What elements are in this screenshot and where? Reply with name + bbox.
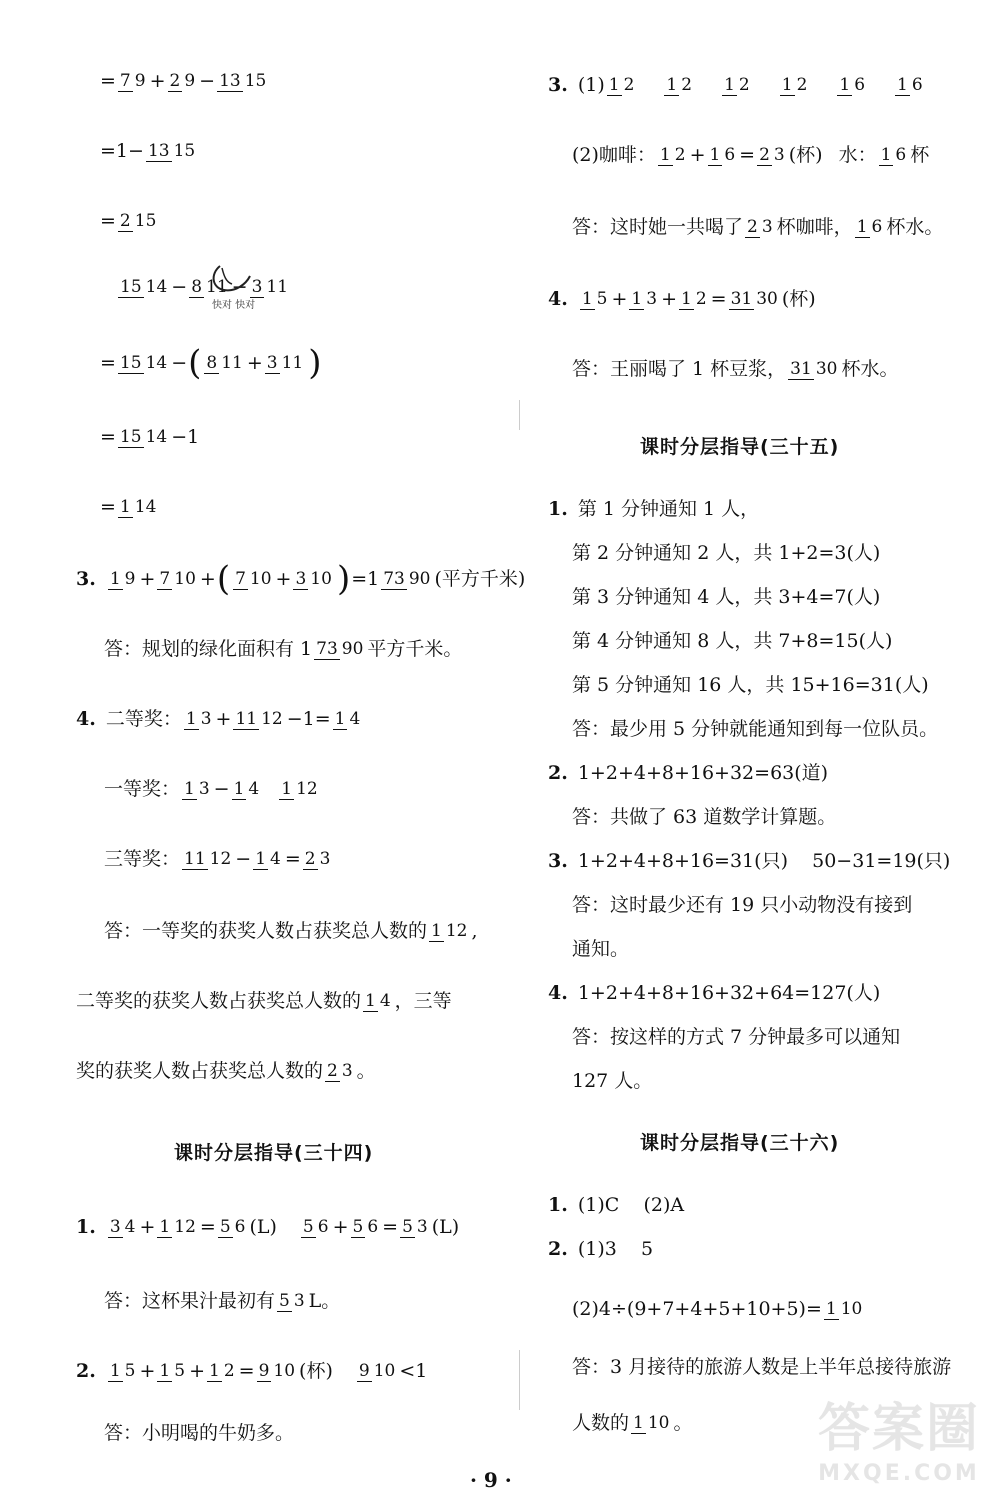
s35-q1-line-2: 第 2 分钟通知 2 人，共 1+2=3(人)	[572, 542, 881, 564]
s35-q2-answer: 答：共做了 63 道数学计算题。	[572, 806, 837, 828]
s34-q2-answer: 答：小明喝的牛奶多。	[104, 1422, 295, 1444]
watermark-sub: MXQE.COM	[818, 1461, 980, 1486]
s35-q4-answer-1: 答：按这样的方式 7 分钟最多可以通知	[572, 1026, 901, 1048]
s35-q2: 2. 1+2+4+8+16+32=63(道)	[548, 762, 829, 784]
s35-q3-answer-2: 通知。	[572, 938, 630, 960]
s35-q3-answer-1: 答：这时最少还有 19 只小动物没有接到	[572, 894, 913, 916]
s35-q3: 3. 1+2+4+8+16=31(只) 50−31=19(只)	[548, 850, 951, 872]
column-divider-top	[519, 400, 520, 430]
left-q3-answer: 答：规划的绿化面积有 1 73 90 平方千米。	[104, 638, 463, 660]
s34-q1: 1. 3 4 + 1 12 = 5 6 (L) 5 6 + 5 6 = 5 3 (L)	[76, 1216, 460, 1238]
watermark-main: 答案圈	[817, 1399, 980, 1459]
left-q4-first-prize: 一等奖： 1 3 − 1 4 1 12	[104, 778, 318, 800]
left-line-7: = 1 14	[100, 496, 157, 518]
right-q4-answer: 答：王丽喝了 1 杯豆浆， 31 30 杯水。	[572, 358, 899, 380]
s36-q2-part2: (2)4÷(9+7+4+5+10+5)= 1 10	[572, 1298, 863, 1320]
left-line-3: = 2 15	[100, 210, 157, 232]
s34-q2: 2. 1 5 + 1 5 + 1 2 = 9 10 (杯) 9 10 <1	[76, 1360, 428, 1382]
left-line-1: = 7 9 + 2 9 − 13 15	[100, 70, 267, 92]
s35-q4: 4. 1+2+4+8+16+32+64=127(人)	[548, 982, 881, 1004]
scribble-text: 快对 快对	[212, 300, 256, 311]
s35-q1-line-1: 1. 第 1 分钟通知 1 人，	[548, 498, 760, 520]
section-title-35: 课时分层指导(三十五)	[640, 436, 840, 458]
s35-q1-answer: 答：最少用 5 分钟就能通知到每一位队员。	[572, 718, 939, 740]
left-q4-third-prize: 三等奖： 11 12 − 1 4 = 2 3	[104, 848, 331, 870]
left-q4: 4. 二等奖： 1 3 + 11 12 −1= 1 4	[76, 708, 361, 730]
watermark-logo	[818, 1386, 980, 1486]
left-line-6: = 15 14 −1	[100, 426, 200, 448]
s36-q2: 2. (1)3 5	[548, 1238, 654, 1260]
handwritten-scribble	[206, 262, 256, 311]
right-q3-part1: 3. (1) 1 2 1 2 1 2 1 2 1 6 1 6	[548, 74, 923, 96]
left-line-4: 15 14 − 8 11 − 3 11	[120, 276, 289, 298]
s35-q1-line-5: 第 5 分钟通知 16 人，共 15+16=31(人)	[572, 674, 929, 696]
right-q4: 4. 1 5 + 1 3 + 1 2 = 31 30 (杯)	[548, 288, 816, 310]
right-q3-part2: (2)咖啡： 1 2 + 1 6 = 2 3 (杯) 水： 1 6 杯	[572, 144, 930, 166]
column-divider-bottom	[519, 1350, 520, 1410]
left-q4-answer-3: 奖的获奖人数占获奖总人数的 2 3 。	[76, 1060, 376, 1082]
s34-q1-answer: 答：这杯果汁最初有 5 3 L。	[104, 1290, 341, 1312]
s36-q2-answer-2: 人数的 1 10 。	[572, 1412, 693, 1434]
s36-q1: 1. (1)C (2)A	[548, 1194, 685, 1216]
left-q4-answer-2: 二等奖的获奖人数占获奖总人数的 1 4 ，三等	[76, 990, 452, 1012]
page-number: · 9 ·	[470, 1468, 512, 1492]
s35-q4-answer-2: 127 人。	[572, 1070, 653, 1092]
left-q3: 3. 1 9 + 7 10 + ( 7 10 + 3 10 ) =1 73 90 (平方千米)	[76, 559, 526, 599]
left-line-2: =1− 13 15	[100, 140, 196, 162]
s35-q1-line-4: 第 4 分钟通知 8 人，共 7+8=15(人)	[572, 630, 893, 652]
section-title-36: 课时分层指导(三十六)	[640, 1132, 840, 1154]
s35-q1-line-3: 第 3 分钟通知 4 人，共 3+4=7(人)	[572, 586, 881, 608]
right-q3-answer: 答：这时她一共喝了 2 3 杯咖啡， 1 6 杯水。	[572, 216, 944, 238]
left-line-5: = 15 14 − ( 8 11 + 3 11 )	[100, 343, 322, 383]
section-title-34: 课时分层指导(三十四)	[174, 1142, 374, 1164]
left-q4-answer-1: 答：一等奖的获奖人数占获奖总人数的 1 12 ,	[104, 920, 478, 942]
s36-q2-answer-1: 答：3 月接待的旅游人数是上半年总接待旅游	[572, 1356, 952, 1378]
